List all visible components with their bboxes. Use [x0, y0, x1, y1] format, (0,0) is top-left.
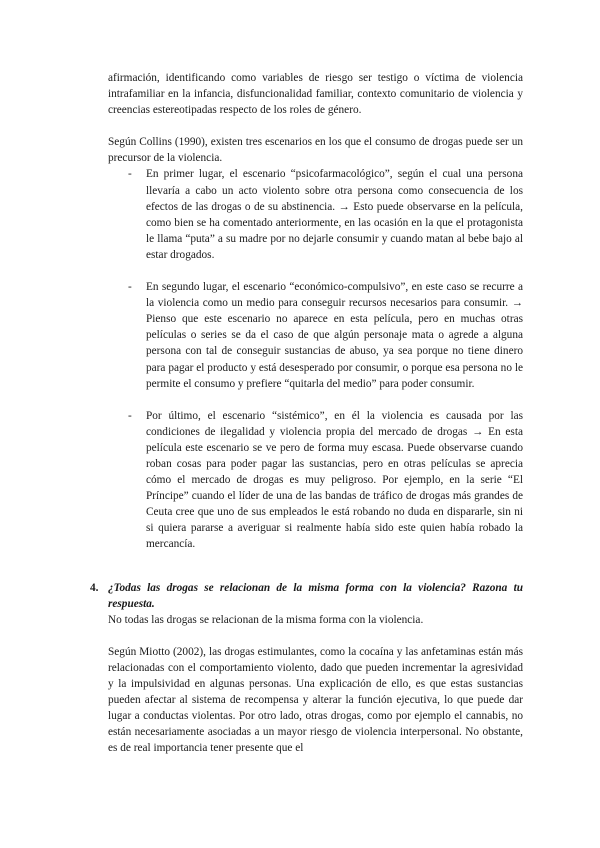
section-answer: No todas las drogas se relacionan de la misma forma con la violencia.: [108, 613, 424, 626]
document-body: [90, 70, 523, 756]
list-item: [108, 408, 523, 553]
list-item-text: En primer lugar, el escenario “psicofarmacológico”, según el cual una persona llevaría a cabo un acto violento sobre otra persona como consecuencia de los efectos de las drogas o de su abstinencia. → Esto puede observarse en la película, como bien se ha comentado anteriormente, en las ocasión en la que el protagonista le llama “puta” a su madre por no dejarle consumir y cuando matan al bebe bajo al estar drogados.: [146, 168, 523, 261]
section-number: 4.: [90, 581, 99, 594]
section-question: ¿Todas las drogas se relacionan de la misma forma con la violencia? Razona tu respuesta.: [108, 581, 523, 610]
list-item-text: En segundo lugar, el escenario “económico-compulsivo”, en este caso se recurre a la violencia como un medio para conseguir recursos necesarios para consumir. → Pienso que este escenario no aparece en esta película, pero en muchas otras películas o series se da el caso de que algún personaje mata o agrede a alguna persona con tal de conseguir sustancias de abuso, ya sea porque no tiene dinero para pagar el producto y está desesperado por consumir, o porque esa persona no le permite el consumo y prefiere “quitarla del medio” para poder consumir.: [146, 281, 523, 390]
miotto-paragraph: Según Miotto (2002), las drogas estimulantes, como la cocaína y las anfetaminas están más relacionadas con el comportamiento violento, dado que pueden incrementar la agresividad y la impulsividad en algunas personas. Una explicación de ello, es que estas sustancias pueden afectar al sistema de recompensa y alterar la función ejecutiva, lo que puede dar lugar a conductas violentas. Por otro lado, otras drogas, como por ejemplo el cannabis, no están necesariamente asociadas a un mayor riesgo de violencia interpersonal. No obstante, es de real importancia tener presente que el: [108, 645, 523, 755]
scenario-list: [108, 166, 523, 552]
intro-paragraph: afirmación, identificando como variables de riesgo ser testigo o víctima de violencia intrafamiliar en la infancia, disfuncionalidad familiar, contexto comunitario de violencia y creencias estereotipadas respecto de los roles de género.: [108, 72, 523, 117]
list-item: [108, 279, 523, 392]
bullet-marker: -: [128, 168, 132, 181]
list-item-text: Por último, el escenario “sistémico”, en él la violencia es causada por las condiciones de ilegalidad y violencia propia del mercado de drogas → En esta película este escenario se ve pero de forma muy escasa. Puede observarse cuando roban cosas para poder pagar las sustancias, pero en otras películas se aprecia cómo el mercado de drogas es muy peligroso. Por ejemplo, en la serie “El Príncipe” cuando el líder de una de las bandas de tráfico de drogas más grandes de Ceuta cree que uno de sus empleados le está robando no duda en dispararle, sin ni si quiera pararse a averiguar si realmente había sido este quien había robado la mercancía.: [146, 409, 523, 551]
collins-paragraph: Según Collins (1990), existen tres escenarios en los que el consumo de drogas puede ser un precursor de la violencia.: [108, 136, 523, 165]
bullet-marker: -: [128, 281, 132, 294]
bullet-marker: -: [128, 409, 132, 422]
section-heading: [90, 580, 523, 612]
list-item: [108, 166, 523, 263]
